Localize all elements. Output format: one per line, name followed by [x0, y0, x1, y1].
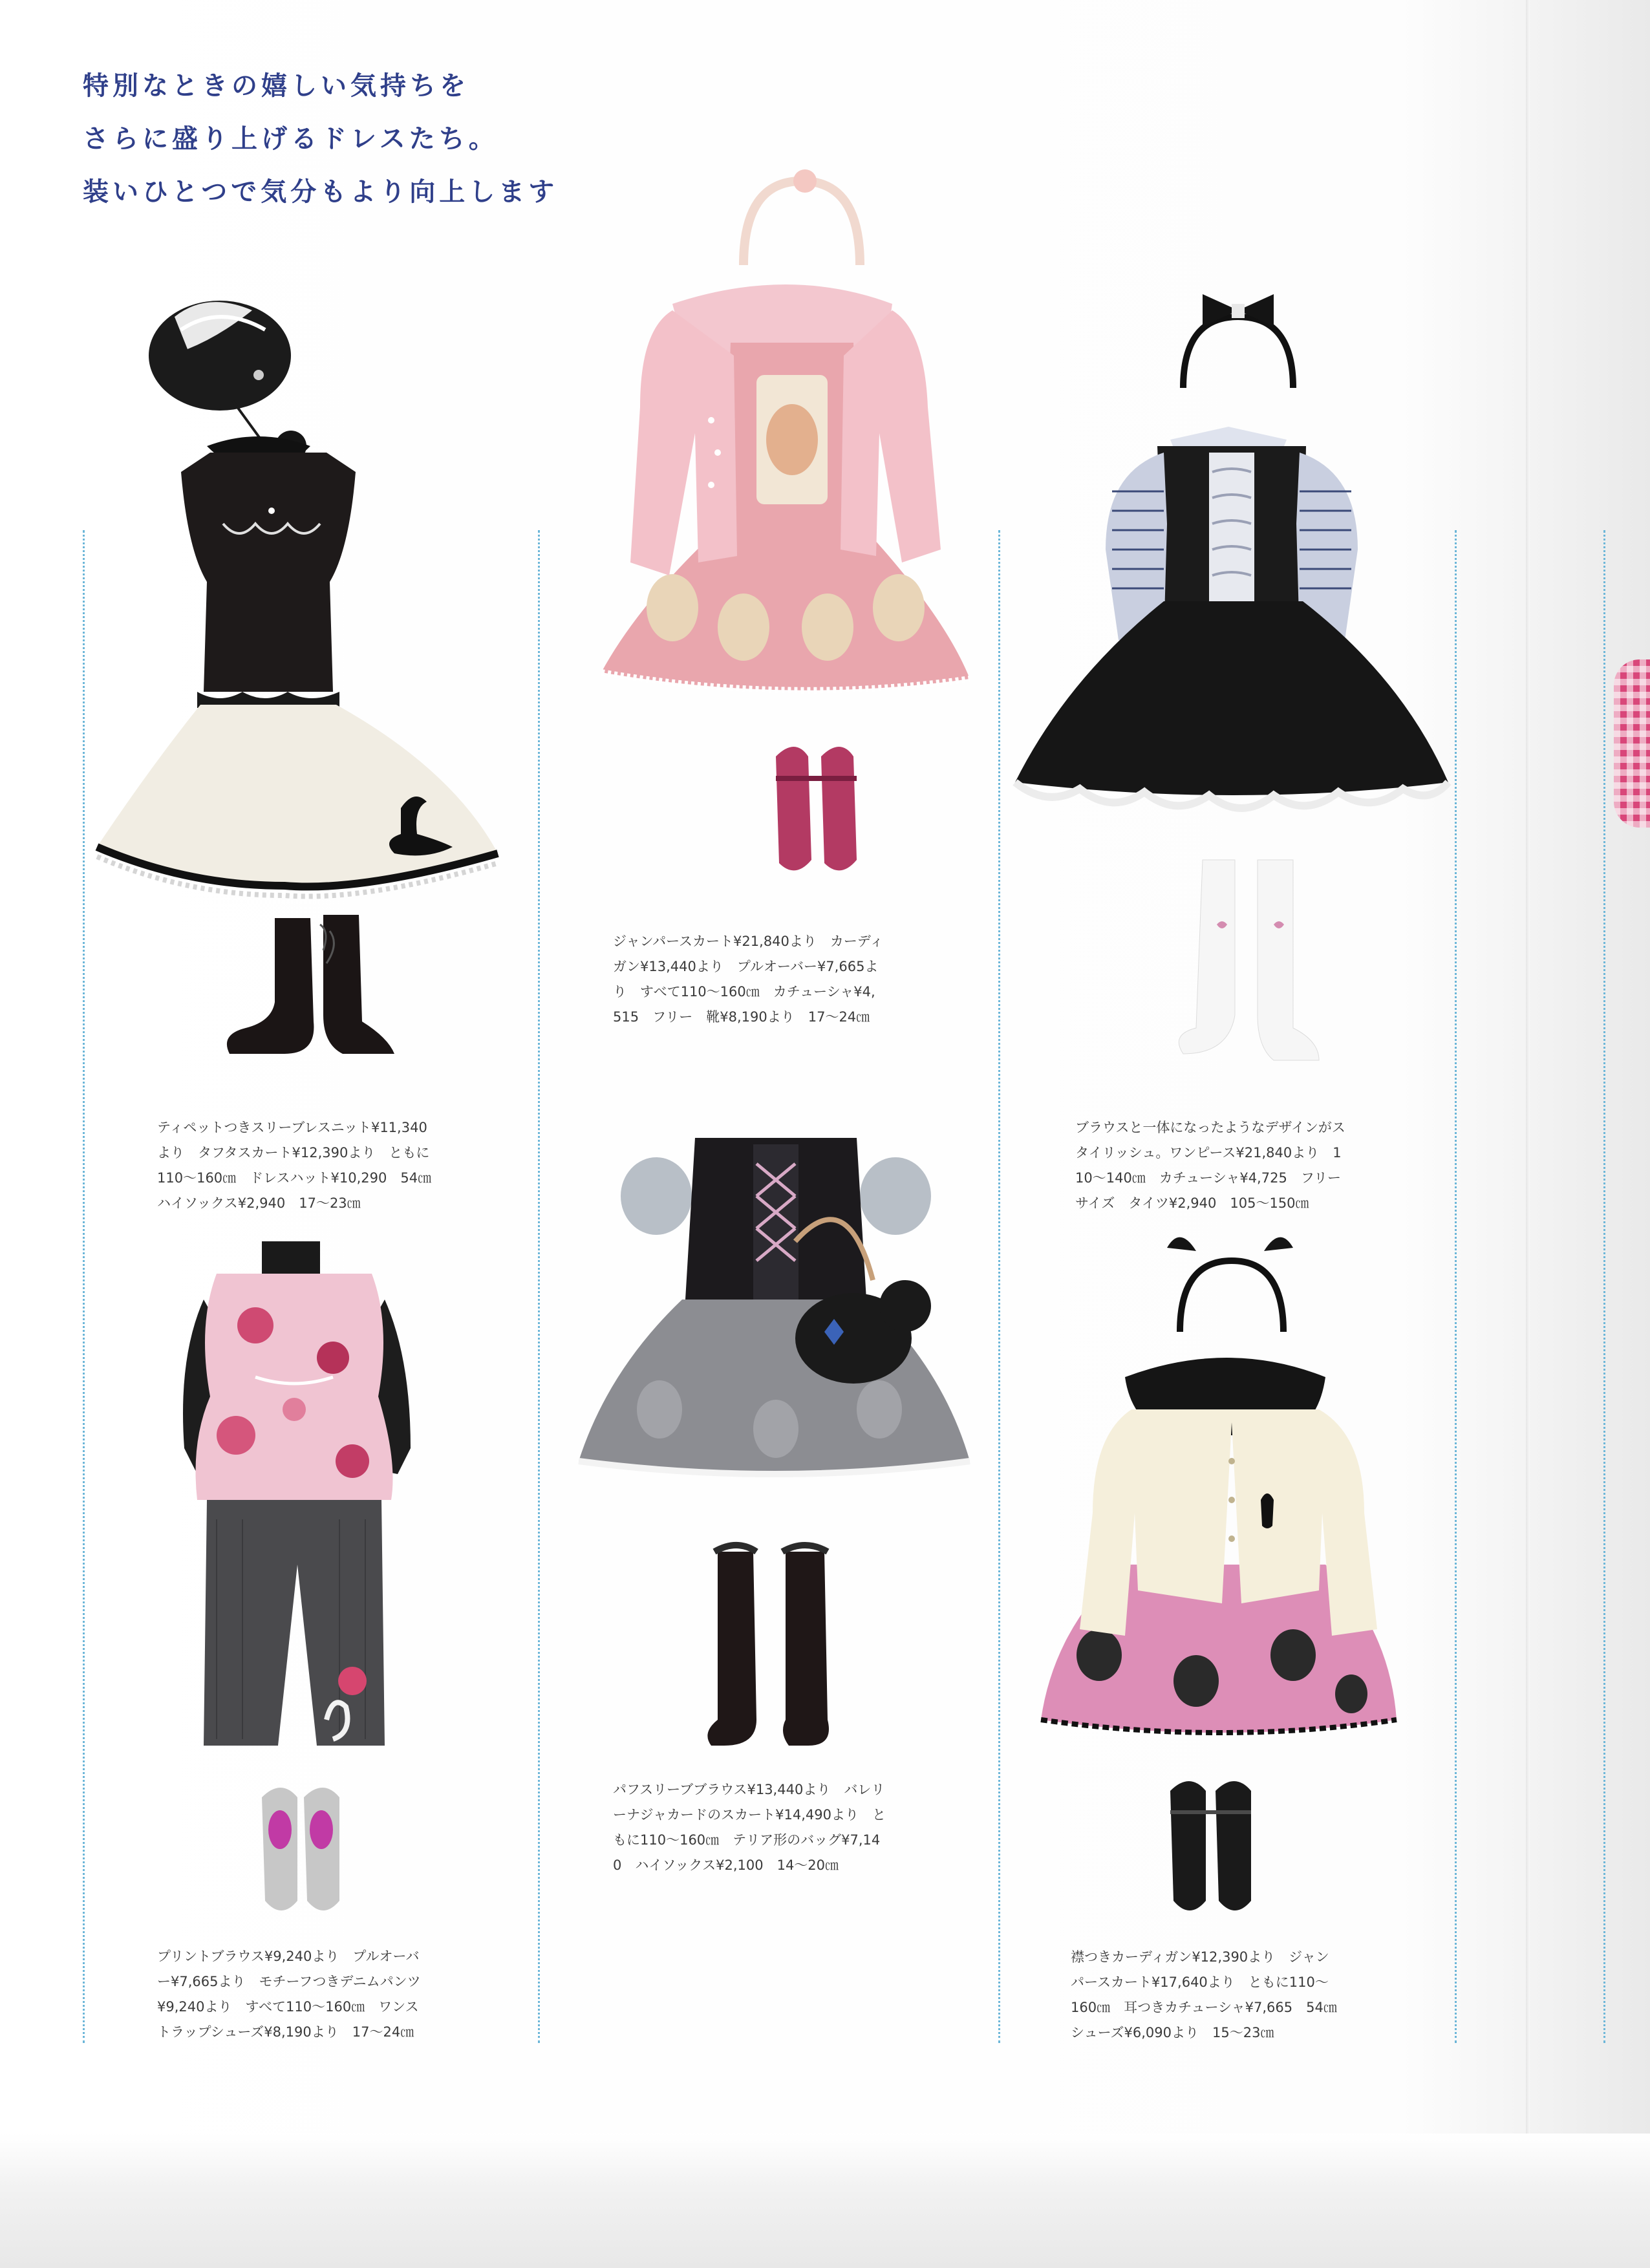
- caption-line: 0 ハイソックス¥2,100 14〜20㎝: [613, 1857, 839, 1873]
- caption-line: 515 フリー 靴¥8,190より 17〜24㎝: [613, 1009, 870, 1025]
- caption-line: プリントブラウス¥9,240より プルオーバ: [157, 1949, 420, 1964]
- caption-outfit-1: [157, 1115, 431, 1216]
- caption-outfit-4: [157, 1944, 421, 2045]
- caption-line: ハイソックス¥2,940 17〜23㎝: [157, 1195, 361, 1211]
- caption-line: ー¥7,665より モチーフつきデニムパンツ: [157, 1974, 421, 1989]
- outfit-photo-cream-cardigan-cat-skirt: [1028, 1228, 1403, 1946]
- caption-outfit-2: [613, 929, 883, 1030]
- caption-line: 110〜160㎝ ドレスハット¥10,290 54㎝: [157, 1170, 432, 1186]
- caption-line: サイズ タイツ¥2,940 105〜150㎝: [1075, 1195, 1309, 1211]
- headline: [83, 59, 558, 219]
- outfit-photo-pink-cardigan-jumper-skirt: [582, 162, 996, 918]
- headline-line-2: さらに盛り上げるドレスたち。: [83, 124, 498, 154]
- gingham-item-edge: [1614, 659, 1650, 828]
- outfit-photo-floral-blouse-denim-pants: [158, 1228, 430, 1959]
- caption-line: ジャンパースカート¥21,840より カーディ: [613, 934, 884, 949]
- caption-line: 襟つきカーディガン¥12,390より ジャン: [1071, 1949, 1329, 1965]
- caption-line: ーナジャカードのスカート¥14,490より と: [613, 1807, 886, 1823]
- caption-line: り すべて110〜160㎝ カチューシャ¥4,: [613, 984, 875, 1000]
- column-divider-3: [998, 530, 1000, 2043]
- caption-line: タイリッシュ。ワンピース¥21,840より 1: [1075, 1145, 1342, 1161]
- caption-outfit-3: [1075, 1115, 1345, 1216]
- caption-line: 10〜140㎝ カチューシャ¥4,725 フリー: [1075, 1170, 1341, 1186]
- headline-line-3: 装いひとつで気分もより向上します: [83, 177, 559, 207]
- caption-line: ¥9,240より すべて110〜160㎝ ワンス: [157, 1999, 419, 2015]
- outfit-photo-puff-blouse-ballerina-skirt: [569, 1125, 983, 1771]
- caption-line: より タフタスカート¥12,390より ともに: [157, 1145, 430, 1161]
- caption-line: もに110〜160㎝ テリア形のバッグ¥7,14: [613, 1832, 881, 1848]
- outfit-photo-black-knit-white-skirt: [91, 278, 517, 1080]
- caption-line: パースカート¥17,640より ともに110〜: [1071, 1974, 1329, 1990]
- column-divider-2: [538, 530, 540, 2043]
- caption-line: ブラウスと一体になったようなデザインがス: [1075, 1120, 1345, 1135]
- headline-line-1: 特別なときの嬉しい気持ちを: [83, 71, 469, 101]
- scan-bottom-shadow: [0, 2134, 1650, 2268]
- outfit-photo-striped-blouse-black-dress: [1009, 278, 1461, 1073]
- caption-line: ガン¥13,440より プルオーバー¥7,665よ: [613, 959, 879, 974]
- caption-line: パフスリーブブラウス¥13,440より バレリ: [613, 1782, 885, 1797]
- page-fold-edge: [1526, 0, 1530, 2268]
- caption-line: ティペットつきスリーブレスニット¥11,340: [157, 1120, 427, 1135]
- caption-line: シューズ¥6,090より 15〜23㎝: [1071, 2025, 1274, 2040]
- caption-outfit-6: [1071, 1945, 1337, 2046]
- column-divider-5: [1603, 530, 1605, 2043]
- caption-line: 160㎝ 耳つきカチューシャ¥7,665 54㎝: [1071, 2000, 1337, 2015]
- caption-outfit-5: [613, 1777, 886, 1878]
- caption-line: トラップシューズ¥8,190より 17〜24㎝: [157, 2024, 414, 2040]
- column-divider-1: [83, 530, 85, 2043]
